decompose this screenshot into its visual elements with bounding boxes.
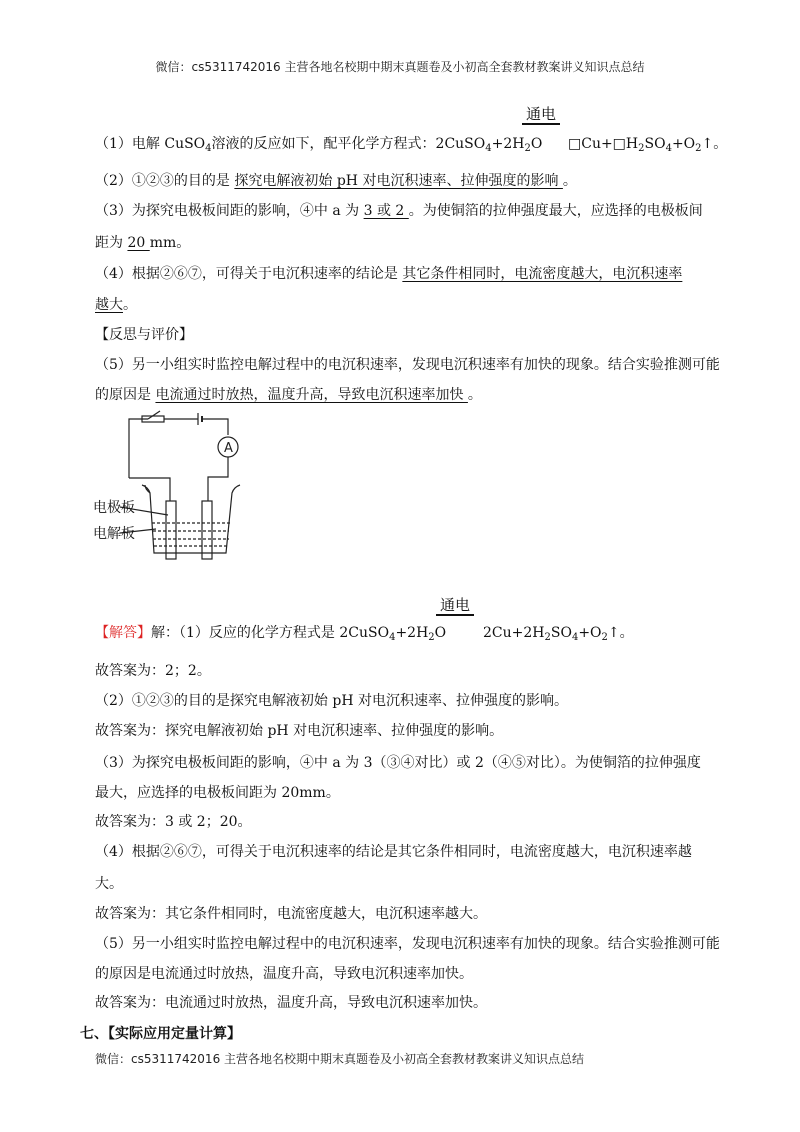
question-4-line-2: 越大。 [95,297,137,313]
electrode-label: 电极板 [93,500,135,516]
page-footer: 微信：cs5311742016 主营各地名校期中期末真题卷及小初高全套教材教案讲义知识点总结 [95,1052,585,1066]
answer-line: 最大，应选择的电极板间距为 20mm。 [95,785,340,801]
reflection-title: 【反思与评价】 [95,327,193,343]
answer-line: 的原因是电流通过时放热，温度升高，导致电沉积速率加快。 [95,966,473,982]
answer-blank: 探究电解液初始 pH 对电沉积速率、拉伸强度的影响 [234,173,563,189]
answer-line: 故答案为：电流通过时放热，温度升高，导致电沉积速率加快。 [95,995,487,1011]
electrolysis-condition-label: 通电 [436,597,474,616]
question-3-line-1: （3）为探究电极板间距的影响，④中 a 为 3 或 2 。为使铜箔的拉伸强度最大，应选择的电极板间 [95,203,703,219]
answer-line: （5）另一小组实时监控电解过程中的电沉积速率，发现电沉积速率有加快的现象。结合实验推测可能 [95,936,720,952]
answer-tag: 【解答】 [95,625,151,641]
answer-blank: 20 [127,235,150,251]
answer-line: 故答案为：其它条件相同时，电流密度越大，电沉积速率越大。 [95,906,487,922]
answer-line: 故答案为：探究电解液初始 pH 对电沉积速率、拉伸强度的影响。 [95,723,504,739]
answer-line: （2）①②③的目的是探究电解液初始 pH 对电沉积速率、拉伸强度的影响。 [95,693,568,709]
beaker-icon [142,485,240,553]
answer-blank: 越大 [95,297,123,313]
circuit-wire [129,419,148,478]
question-4-line-1: （4）根据②⑥⑦，可得关于电沉积速率的结论是 其它条件相同时，电流密度越大，电沉积速率 [95,266,683,282]
question-5-line-2: 的原因是 电流通过时放热，温度升高，导致电沉积速率加快 。 [95,387,482,403]
electrode-right [202,501,212,559]
question-1: （1）电解 CuSO$_4$溶液的反应如下，配平化学方程式：$2CuSO_4+2H_2O$ [95,136,543,154]
section-title: 七、【实际应用定量计算】 [80,1026,241,1042]
answer-1-products: $2Cu+2H_2SO_4+O_2↑$。 [483,625,634,643]
answer-1: 【解答】解：（1）反应的化学方程式是 $2CuSO_4+2H_2O$ [95,625,447,643]
electrode-left [166,501,176,559]
answer-line: 故答案为：2；2。 [95,663,211,679]
answer-blank: 3 或 2 [363,203,409,219]
question-5-line-1: （5）另一小组实时监控电解过程中的电沉积速率，发现电沉积速率有加快的现象。结合实验推测可能 [95,357,720,373]
answer-blank: 其它条件相同时，电流密度越大，电沉积速率 [402,266,683,282]
answer-line: 故答案为：3 或 2；20。 [95,814,252,830]
answer-line: （3）为探究电极板间距的影响，④中 a 为 3（③④对比）或 2（④⑤对比）。为使铜箔的拉伸强度 [95,755,701,771]
switch-icon [148,411,160,419]
answer-line: （4）根据②⑥⑦，可得关于电沉积速率的结论是其它条件相同时，电流密度越大，电沉积速率越 [95,844,692,860]
answer-blank: 电流通过时放热，温度升高，导致电沉积速率加快 [155,387,468,403]
electrolysis-condition-label: 通电 [522,106,560,125]
question-1-products: $□Cu+□H_2SO_4+O_2↑$。 [568,136,728,154]
electrolyte-label: 电解板 [93,526,135,542]
question-2: （2）①②③的目的是 探究电解液初始 pH 对电沉积速率、拉伸强度的影响 。 [95,173,577,189]
page-header: 微信：cs5311742016 主营各地名校期中期末真题卷及小初高全套教材教案讲义知识点总结 [155,60,645,74]
question-3-line-2: 距为 20 mm。 [95,235,191,251]
answer-line: 大。 [95,876,123,892]
ammeter-label: A [224,441,233,456]
